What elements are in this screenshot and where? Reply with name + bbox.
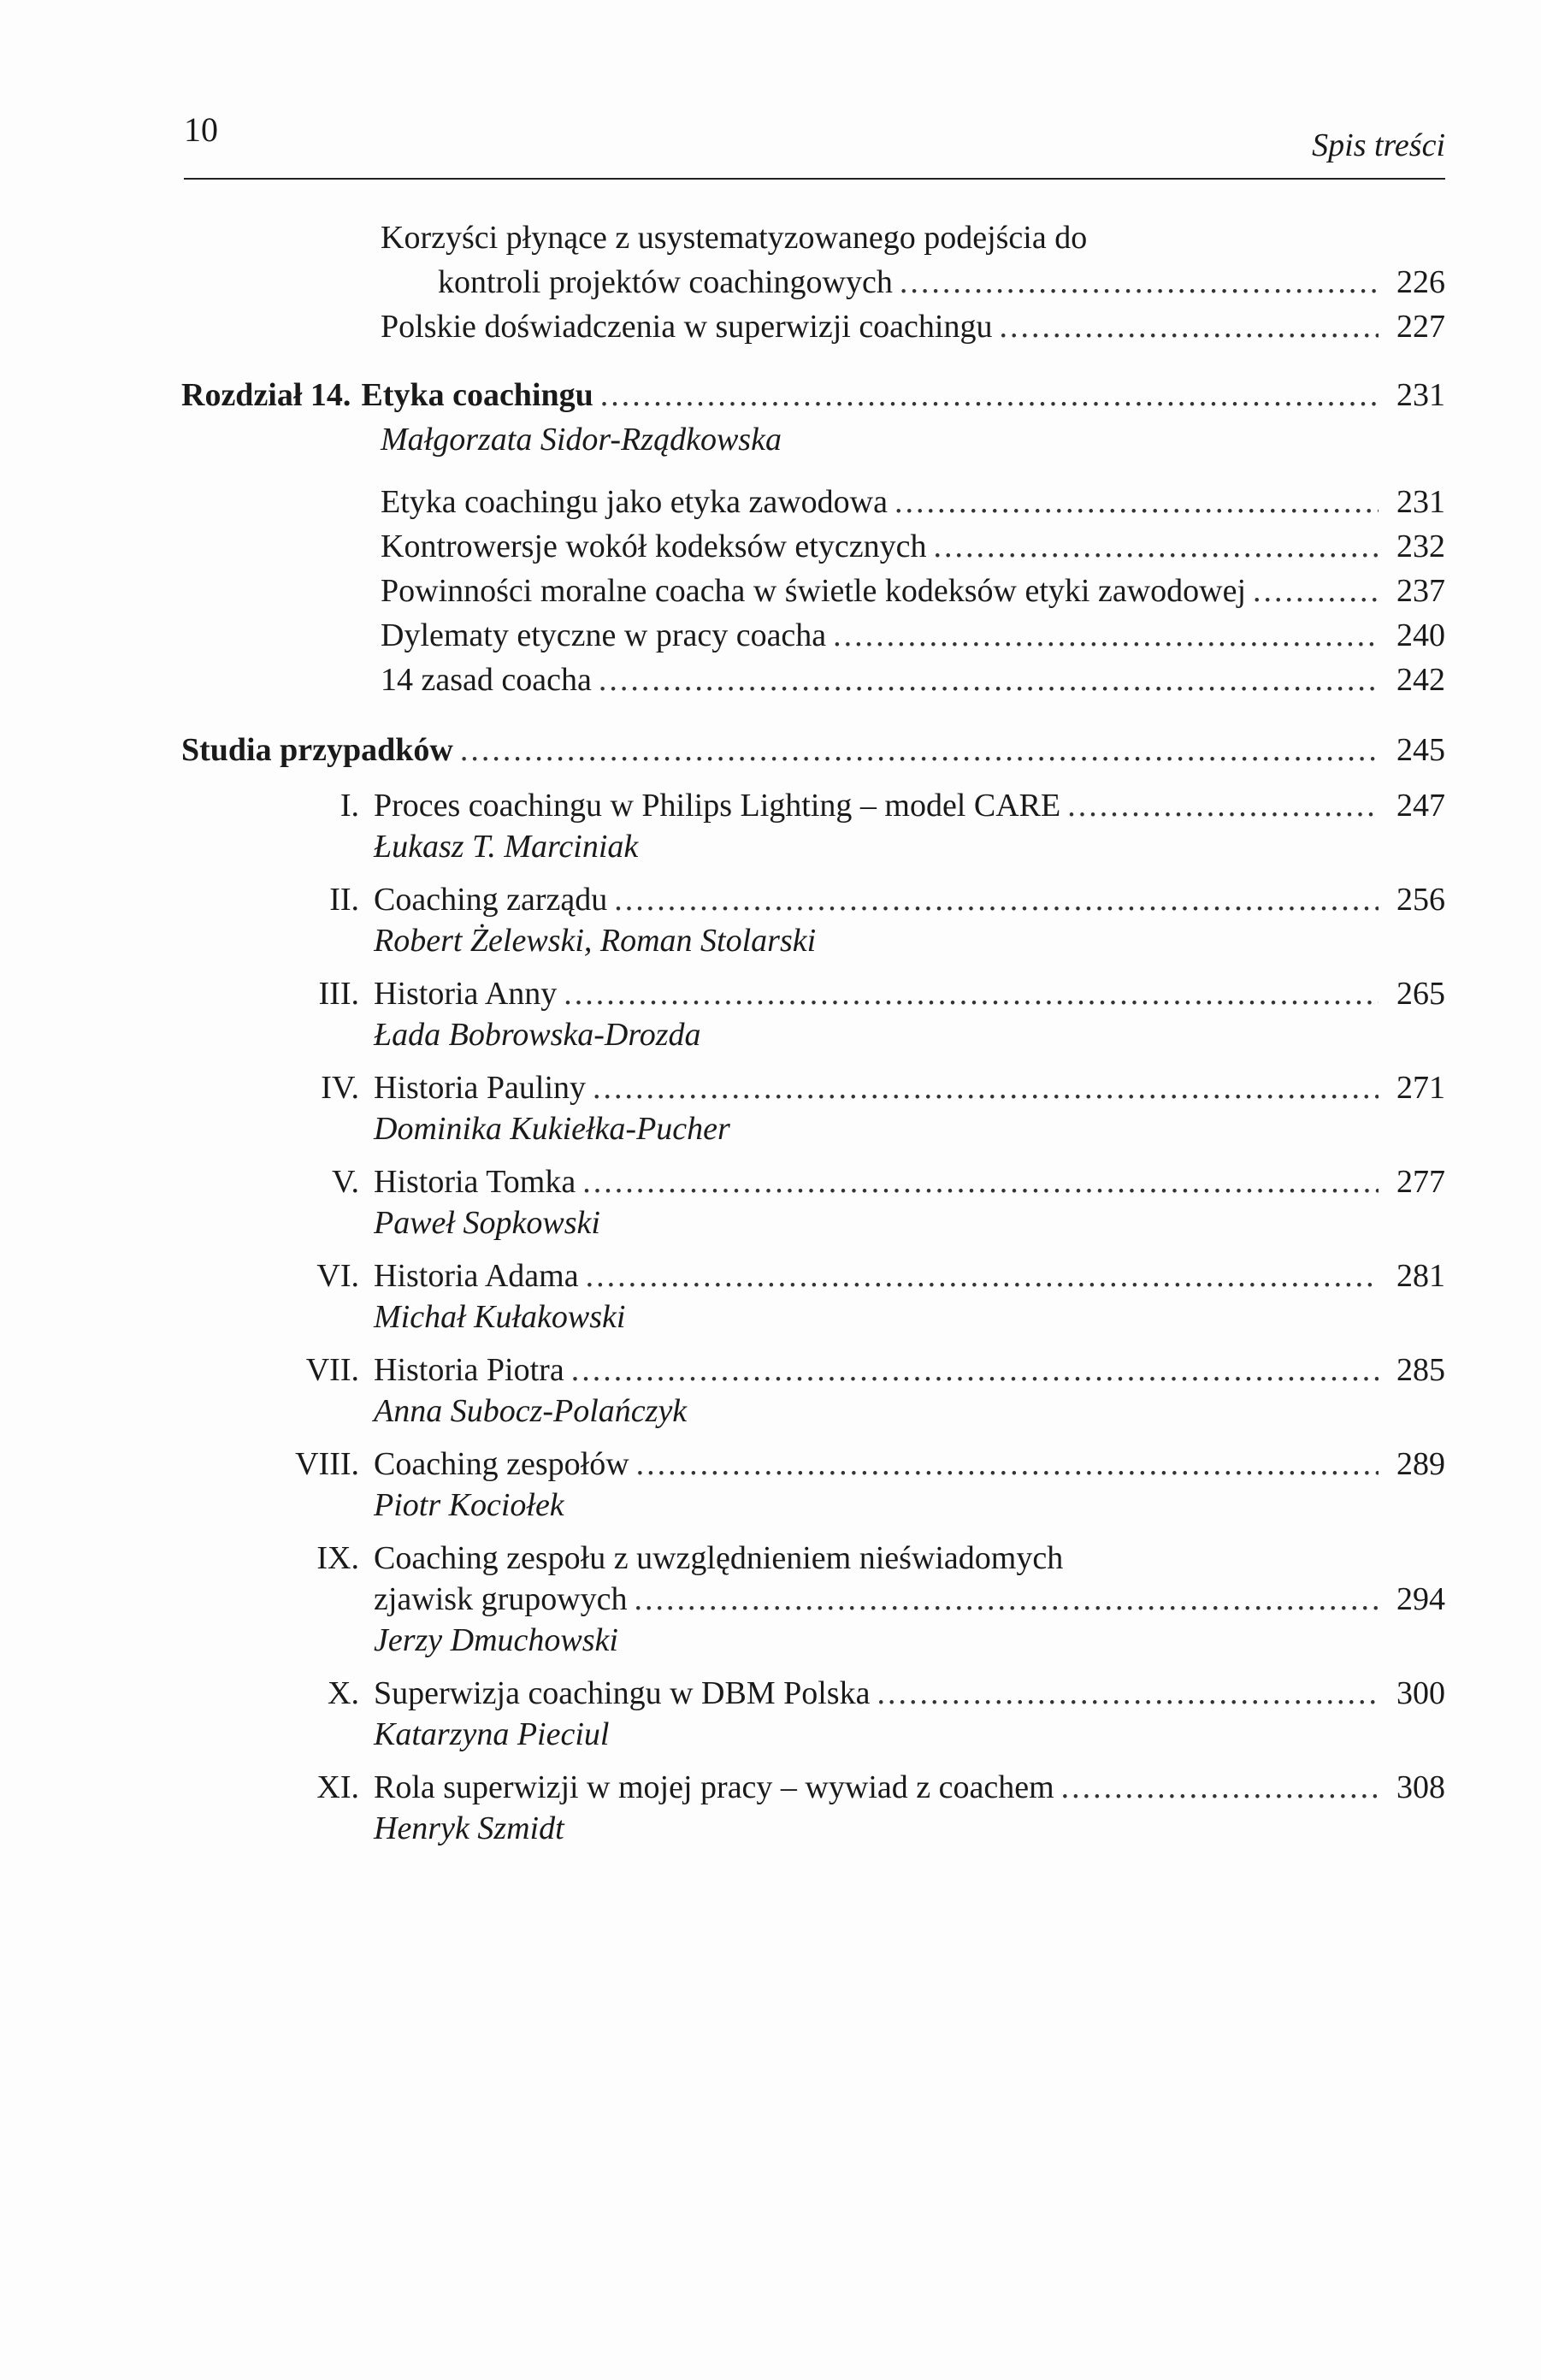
- case-page: 256: [1396, 882, 1445, 918]
- case-number: IX.: [316, 1540, 359, 1576]
- leader-dots: [614, 879, 1379, 920]
- case-entry: [374, 1579, 1445, 1620]
- case-entry: [374, 879, 1445, 920]
- leader-dots: [1253, 570, 1379, 611]
- case-author: Piotr Kociołek: [374, 1487, 564, 1523]
- case-number: VII.: [305, 1352, 359, 1388]
- case-title: zjawisk grupowych: [374, 1581, 628, 1617]
- leader-dots: [586, 1255, 1379, 1296]
- leader-dots: [999, 306, 1379, 347]
- toc-entry-line1: Korzyści płynące z usystematyzowanego podejścia do: [381, 220, 1088, 256]
- case-page: 271: [1396, 1070, 1445, 1106]
- case-title: Historia Anny: [374, 976, 558, 1012]
- case-entry: [374, 1349, 1445, 1391]
- case-number: V.: [331, 1164, 359, 1200]
- toc-entry-page: 226: [1396, 264, 1445, 300]
- case-title: Coaching zarządu: [374, 882, 608, 918]
- toc-entry-title: 14 zasad coacha: [381, 662, 592, 698]
- leader-dots: [833, 615, 1379, 656]
- case-title: Coaching zespołów: [374, 1446, 629, 1482]
- case-author: Henryk Szmidt: [374, 1810, 564, 1846]
- toc-entry-page: 232: [1396, 529, 1445, 564]
- chapter-author: Małgorzata Sidor-Rządkowska: [381, 422, 782, 458]
- case-page: 285: [1396, 1352, 1445, 1388]
- leader-dots: [460, 729, 1379, 771]
- page-number: 10: [184, 110, 218, 149]
- toc-entry: [381, 615, 1445, 656]
- leader-dots: [1061, 1767, 1379, 1808]
- case-author: Łada Bobrowska-Drozda: [374, 1017, 701, 1053]
- toc-entry-title: Kontrowersje wokół kodeksów etycznych: [381, 529, 927, 564]
- leader-dots: [636, 1444, 1379, 1485]
- case-page: 308: [1396, 1769, 1445, 1805]
- case-author: Michał Kułakowski: [374, 1299, 626, 1335]
- chapter-14-entry: [181, 375, 1445, 416]
- case-title: Rola superwizji w mojej pracy – wywiad z coachem: [374, 1769, 1054, 1805]
- case-title: Historia Piotra: [374, 1352, 564, 1388]
- toc-entry: [381, 659, 1445, 700]
- leader-dots: [894, 481, 1379, 523]
- chapter-page: 231: [1396, 377, 1445, 413]
- leader-dots: [593, 1067, 1379, 1108]
- case-title: Historia Pauliny: [374, 1070, 587, 1106]
- leader-dots: [600, 375, 1379, 416]
- chapter-title: Etyka coachingu: [361, 377, 593, 413]
- case-page: 289: [1396, 1446, 1445, 1482]
- leader-dots: [582, 1161, 1379, 1202]
- case-studies-page: 245: [1396, 732, 1445, 768]
- toc-entry: [381, 306, 1445, 347]
- leader-dots: [635, 1579, 1379, 1620]
- case-number: VI.: [316, 1258, 359, 1294]
- toc-entry-page: 240: [1396, 617, 1445, 653]
- toc-entry: [381, 570, 1445, 611]
- case-number: X.: [328, 1675, 359, 1711]
- case-page: 300: [1396, 1675, 1445, 1711]
- case-title-line1: Coaching zespołu z uwzględnieniem nieświadomych: [374, 1540, 1064, 1576]
- case-author: Paweł Sopkowski: [374, 1205, 600, 1241]
- toc-entry-title: Powinności moralne coacha w świetle kodeksów etyki zawodowej: [381, 573, 1247, 609]
- case-number: I.: [339, 788, 359, 824]
- case-entry: [374, 785, 1445, 826]
- leader-dots: [599, 659, 1379, 700]
- toc-entry-title: Etyka coachingu jako etyka zawodowa: [381, 484, 888, 520]
- toc-entry-title: Polskie doświadczenia w superwizji coachingu: [381, 309, 993, 345]
- case-title: Superwizja coachingu w DBM Polska: [374, 1675, 871, 1711]
- leader-dots: [900, 262, 1379, 303]
- toc-entry-page: 242: [1396, 662, 1445, 698]
- case-page: 265: [1396, 976, 1445, 1012]
- case-number: VIII.: [295, 1446, 359, 1482]
- leader-dots: [571, 1349, 1379, 1391]
- leader-dots: [564, 973, 1379, 1014]
- case-entry: [374, 1767, 1445, 1808]
- toc-entry-page: 237: [1396, 573, 1445, 609]
- case-studies-title: Studia przypadków: [181, 732, 453, 768]
- case-author: Jerzy Dmuchowski: [374, 1622, 618, 1658]
- case-page: 277: [1396, 1164, 1445, 1200]
- case-title: Historia Tomka: [374, 1164, 576, 1200]
- case-page: 281: [1396, 1258, 1445, 1294]
- toc-entry-title: kontroli projektów coachingowych: [438, 264, 893, 300]
- toc-entry: [381, 526, 1445, 567]
- case-page: 294: [1396, 1581, 1445, 1617]
- case-author: Anna Subocz-Polańczyk: [374, 1393, 688, 1429]
- section-title: Spis treści: [1312, 127, 1445, 163]
- case-entry: [374, 1673, 1445, 1714]
- case-page: 247: [1396, 788, 1445, 824]
- case-number: II.: [329, 882, 359, 918]
- toc-entry: [381, 481, 1445, 523]
- chapter-label: Rozdział 14.: [181, 377, 351, 413]
- running-header: [184, 109, 1445, 180]
- case-author: Robert Żelewski, Roman Stolarski: [374, 923, 817, 959]
- leader-dots: [933, 526, 1379, 567]
- case-title: Historia Adama: [374, 1258, 579, 1294]
- case-entry: [374, 1255, 1445, 1296]
- case-entry: [374, 973, 1445, 1014]
- toc-entry-page: 227: [1396, 309, 1445, 345]
- case-number: XI.: [316, 1769, 359, 1805]
- case-author: Dominika Kukiełka-Pucher: [374, 1111, 730, 1147]
- leader-dots: [1067, 785, 1379, 826]
- toc-entry-title: Dylematy etyczne w pracy coacha: [381, 617, 827, 653]
- case-entry: [374, 1161, 1445, 1202]
- case-author: Katarzyna Pieciul: [374, 1716, 610, 1752]
- case-author: Łukasz T. Marciniak: [374, 829, 639, 865]
- case-entry: [374, 1444, 1445, 1485]
- case-number: IV.: [321, 1070, 359, 1106]
- case-number: III.: [318, 976, 359, 1012]
- case-title: Proces coachingu w Philips Lighting – model CARE: [374, 788, 1061, 824]
- case-studies-entry: [181, 729, 1445, 771]
- leader-dots: [877, 1673, 1379, 1714]
- toc-entry-page: 231: [1396, 484, 1445, 520]
- case-entry: [374, 1067, 1445, 1108]
- toc-entry: [438, 262, 1445, 303]
